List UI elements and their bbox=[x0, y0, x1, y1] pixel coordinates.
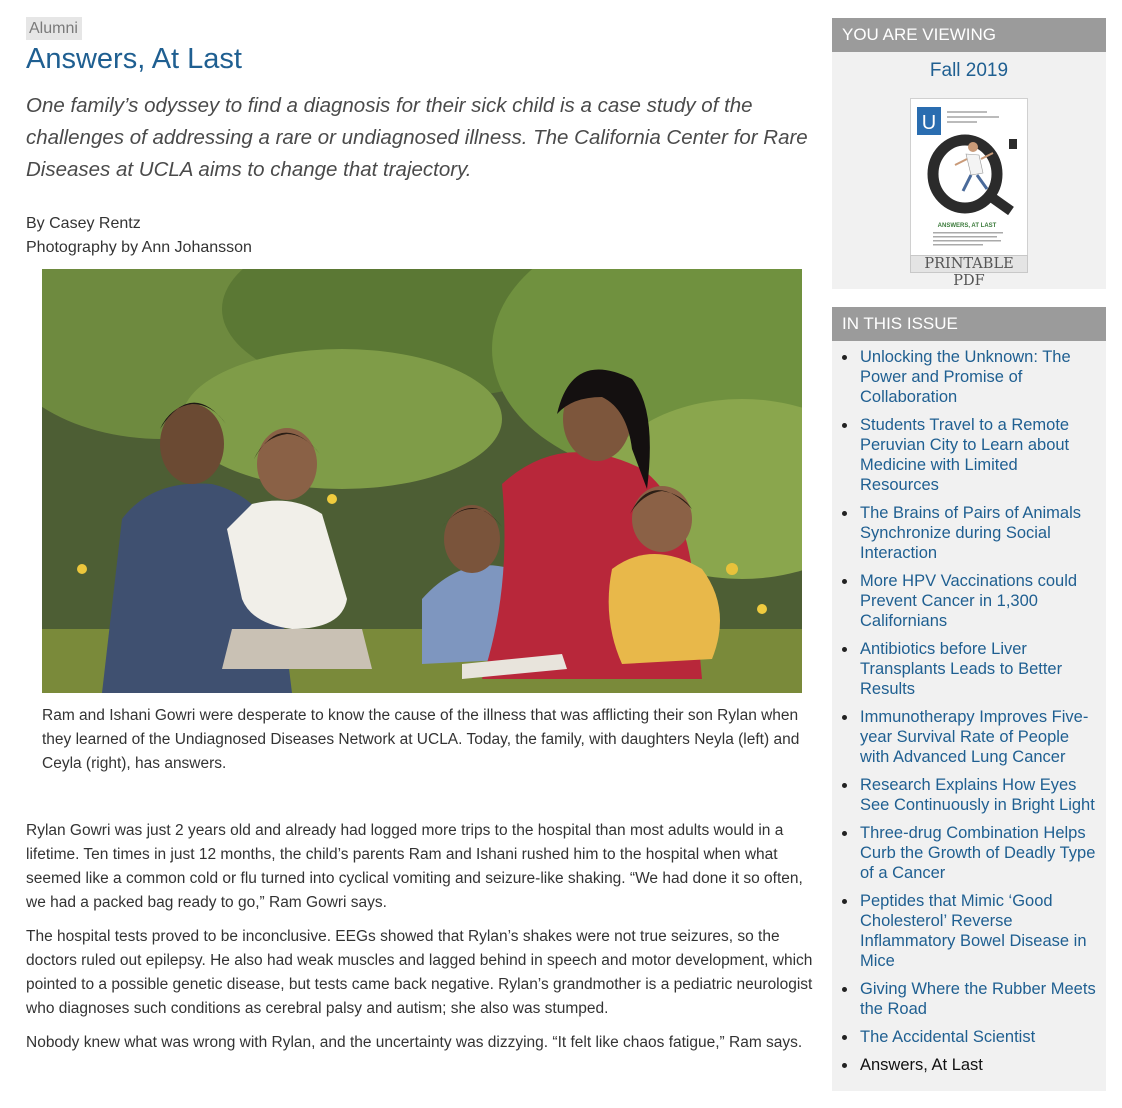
issue-header: IN THIS ISSUE bbox=[832, 307, 1106, 341]
article-title: Answers, At Last bbox=[26, 43, 242, 75]
issue-link[interactable]: Giving Where the Rubber Meets the Road bbox=[860, 980, 1096, 1018]
list-item bbox=[840, 415, 1098, 495]
issue-list-panel bbox=[832, 341, 1106, 1091]
issue-link[interactable]: Antibiotics before Liver Transplants Leads to Better Results bbox=[860, 640, 1063, 698]
magazine-cover[interactable] bbox=[910, 98, 1028, 258]
sidebar bbox=[832, 18, 1106, 1091]
viewing-panel bbox=[832, 52, 1106, 289]
category-tag[interactable]: Alumni bbox=[26, 17, 82, 40]
cover-u-letter: U bbox=[921, 112, 937, 134]
body-paragraph: Nobody knew what was wrong with Rylan, and the uncertainty was dizzying. “It felt like chaos fatigue,” Ram says. bbox=[26, 1034, 803, 1051]
issue-link[interactable]: Research Explains How Eyes See Continuously in Bright Light bbox=[860, 776, 1095, 814]
pdf-button-label: PRINTABLE bbox=[910, 255, 1028, 273]
issue-link[interactable]: Students Travel to a Remote Peruvian City to Learn about Medicine with Limited Resources bbox=[860, 416, 1070, 494]
photo-caption: Ram and Ishani Gowri were desperate to know the cause of the illness that was afflicting their son Rylan when they learned of the Undiagnosed Diseases Network at UCLA. Today, the family, with daughters Neyla (left) and Ceyla (right), has answers. bbox=[42, 707, 800, 772]
list-item bbox=[840, 891, 1098, 971]
byline-photographer: Photography by Ann Johansson bbox=[26, 239, 252, 256]
list-item bbox=[840, 347, 1098, 407]
list-item bbox=[840, 775, 1098, 815]
printable-pdf-button[interactable] bbox=[910, 255, 1028, 289]
byline bbox=[26, 212, 252, 260]
issue-label[interactable]: Fall 2019 bbox=[929, 60, 1009, 81]
body-paragraph: Rylan Gowri was just 2 years old and already had logged more trips to the hospital than most adults would in a lifetime. Ten times in just 12 months, the child’s parents Ram and Ishani rushed him to the hospital when what seemed like a common cold or flu turned into cyclical vomiting and seizure-like shaking. “We had done it so often, we had a packed bag ready to go,” Ram Gowri says. bbox=[26, 822, 803, 911]
article-subtitle: One family’s odyssey to find a diagnosis for their sick child is a case study of the challenges of addressing a rare or undiagnosed illness. The California Center for Rare Diseases at UCLA aims to change that trajectory. bbox=[26, 94, 808, 181]
issue-link[interactable]: Peptides that Mimic ‘Good Cholesterol’ Reverse Inflammatory Bowel Disease in Mice bbox=[860, 892, 1087, 970]
viewing-header: YOU ARE VIEWING bbox=[832, 18, 1106, 52]
issue-link[interactable]: Unlocking the Unknown: The Power and Promise of Collaboration bbox=[860, 348, 1071, 406]
issue-list bbox=[840, 347, 1098, 1075]
list-item bbox=[840, 571, 1098, 631]
issue-link-current[interactable]: Answers, At Last bbox=[860, 1056, 983, 1074]
issue-link[interactable]: More HPV Vaccinations could Prevent Cancer in 1,300 Californians bbox=[860, 572, 1078, 630]
list-item bbox=[840, 1027, 1098, 1047]
list-item-current bbox=[840, 1055, 1098, 1075]
issue-link[interactable]: The Accidental Scientist bbox=[860, 1028, 1036, 1046]
pdf-button-sublabel: PDF bbox=[953, 273, 985, 289]
cover-headline: ANSWERS, AT LAST bbox=[937, 223, 997, 229]
byline-author: By Casey Rentz bbox=[26, 215, 141, 232]
issue-link[interactable]: Three-drug Combination Helps Curb the Growth of Deadly Type of a Cancer bbox=[860, 824, 1096, 882]
article-body bbox=[26, 819, 816, 1065]
issue-link[interactable]: Immunotherapy Improves Five-year Survival Rate of People with Advanced Lung Cancer bbox=[860, 708, 1089, 766]
list-item bbox=[840, 979, 1098, 1019]
list-item bbox=[840, 707, 1098, 767]
body-paragraph: The hospital tests proved to be inconclusive. EEGs showed that Rylan’s shakes were not true seizures, so the doctors ruled out epilepsy. He also had weak muscles and lagged behind in speech and motor development, which pointed to a possible genetic disease, but tests came back negative. Rylan’s grandmother is a pediatric neurologist who diagnoses such conditions as cerebral palsy and autism; she also was stumped. bbox=[26, 928, 813, 1017]
list-item bbox=[840, 823, 1098, 883]
issue-link[interactable]: The Brains of Pairs of Animals Synchronize during Social Interaction bbox=[860, 504, 1082, 562]
list-item bbox=[840, 639, 1098, 699]
family-photo bbox=[42, 269, 802, 693]
list-item bbox=[840, 503, 1098, 563]
